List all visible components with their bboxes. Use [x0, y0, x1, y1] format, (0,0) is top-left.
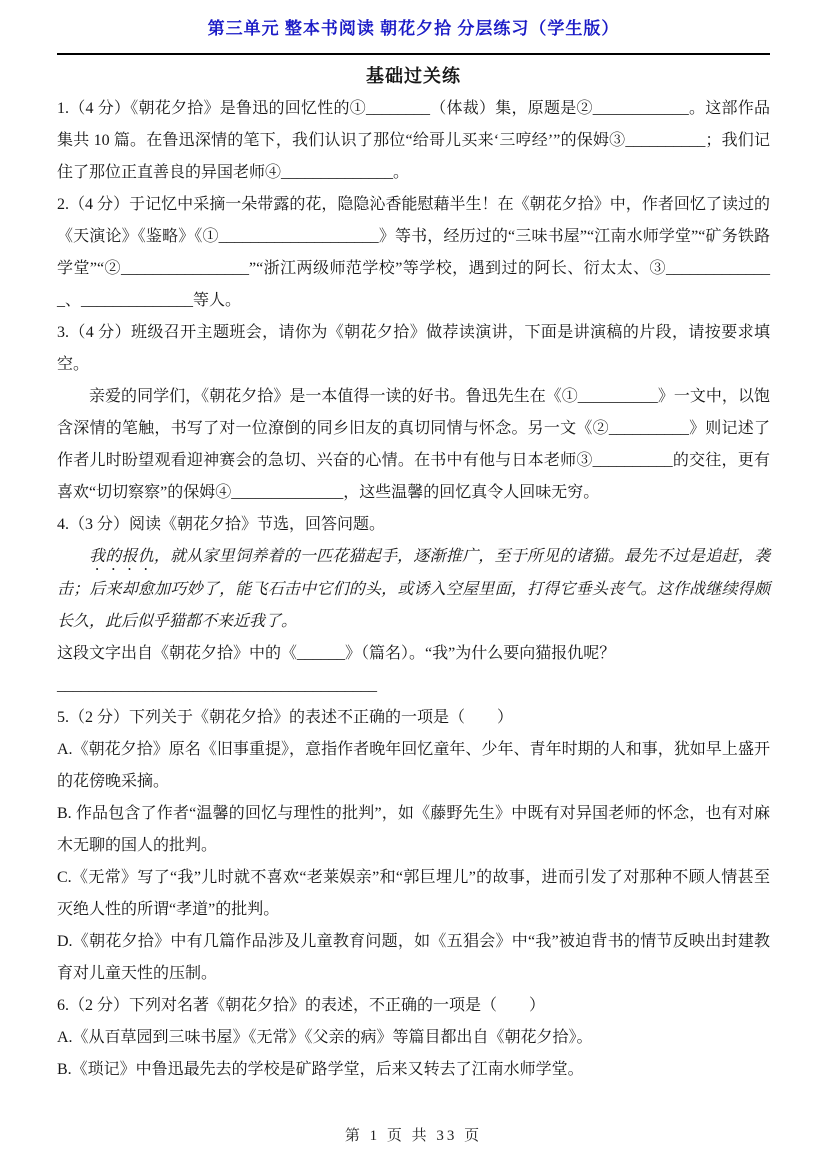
question-6-option-a: A.《从百草园到三味书屋》《无常》《父亲的病》等篇目都出自《朝花夕拾》。: [57, 1029, 593, 1046]
question-6-option-b: B.《琐记》中鲁迅最先去的学校是矿路学堂，后来又转去了江南水师学堂。: [57, 1061, 584, 1078]
question-4-stem: 4.（3 分）阅读《朝花夕拾》节选，回答问题。: [57, 516, 386, 533]
question-5-option-d: D.《朝花夕拾》中有几篇作品涉及儿童教育问题，如《五猖会》中“我”被迫背书的情节反映出封建教育对儿童天性的压制。: [57, 933, 770, 982]
question-5-option-c: C.《无常》写了“我”儿时就不喜欢“老莱娱亲”和“郭巨埋儿”的故事，进而引发了对那种不顾人情甚至灭绝人性的所谓“孝道”的批判。: [57, 869, 770, 918]
question-4-answer-blank: ________________________________________: [57, 677, 377, 694]
question-1: 1.（4 分）《朝花夕拾》是鲁迅的回忆性的①________（体裁）集，原题是②____________。这部作品集共 10 篇。在鲁迅深情的笔下，我们认识了那位“给哥儿买来‘三哼经’”的保姆③__________；我们记住了那位正直善良的异国老师④______________。: [57, 100, 770, 181]
emphasized-phrase: 我的报仇: [89, 548, 154, 565]
document-title: 第三单元 整本书阅读 朝花夕拾 分层练习（学生版）: [207, 19, 620, 38]
page-number-footer: 第 1 页 共 33 页: [344, 1128, 483, 1144]
question-4-prompt: 这段文字出自《朝花夕拾》中的《______》（篇名）。“我”为什么要向猫报仇呢？: [57, 645, 616, 662]
question-5-stem: 5.（2 分）下列关于《朝花夕拾》的表述不正确的一项是（ ）: [57, 709, 514, 726]
question-5-option-b: B. 作品包含了作者“温馨的回忆与理性的批判”，如《藤野先生》中既有对异国老师的怀念，也有对麻木无聊的国人的批判。: [57, 805, 770, 854]
excerpt-text: ，就从家里饲养着的一匹花猫起手，逐渐推广，至于所见的诸猫。最先不过是追赶，袭击；后来却愈加巧妙了，能飞石击中它们的头，或诱入空屋里面，打得它垂头丧气。这作战继续得颇长久，此后似乎猫都不来近我了。: [57, 548, 770, 630]
question-3-speech-paragraph: 亲爱的同学们，《朝花夕拾》是一本值得一读的好书。鲁迅先生在《①__________》一文中，以饱含深情的笔触，书写了对一位潦倒的同乡旧友的真切同情与怀念。另一文《②__________》则记述了作者儿时盼望观看迎神赛会的急切、兴奋的心情。在书中有他与日本老师③__________的交往，更有喜欢“切切察察”的保姆④______________，这些温馨的回忆真令人回味无穷。: [57, 388, 770, 501]
worksheet-body: [57, 93, 770, 1086]
section-heading: 基础过关练: [366, 66, 461, 86]
question-5-option-a: A.《朝花夕拾》原名《旧事重提》，意指作者晚年回忆童年、少年、青年时期的人和事，犹如早上盛开的花傍晚采摘。: [57, 741, 770, 790]
question-6-stem: 6.（2 分）下列对名著《朝花夕拾》的表述，不正确的一项是（ ）: [57, 997, 546, 1014]
question-2: 2.（4 分）于记忆中采摘一朵带露的花，隐隐沁香能慰藉半生！在《朝花夕拾》中，作者回忆了读过的《天演论》《鉴略》《①____________________》等书，经历过的“三味书屋”“江南水师学堂”“矿务铁路学堂”“②________________”“浙江两级师范学校”等学校，遇到过的阿长、衍太太、③______________、______________等人。: [57, 196, 770, 309]
header-divider: [57, 53, 770, 55]
question-3-stem: 3.（4 分）班级召开主题班会，请你为《朝花夕拾》做荐读演讲，下面是讲演稿的片段，请按要求填空。: [57, 324, 770, 373]
question-4-excerpt: [57, 541, 770, 638]
